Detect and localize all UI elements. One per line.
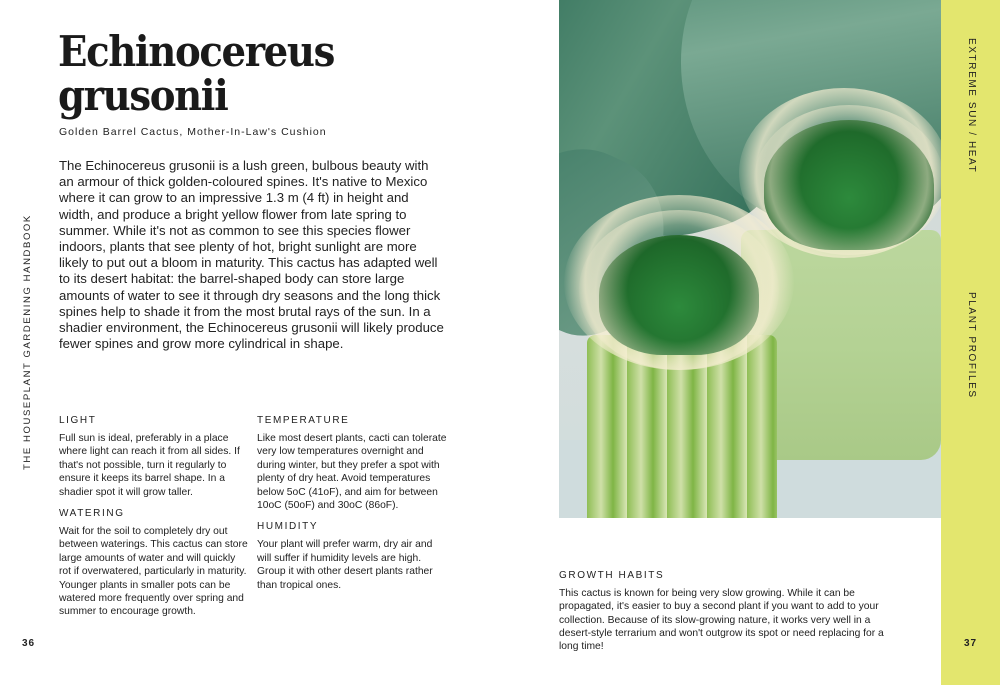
tab-label-category: EXTREME SUN / HEAT — [966, 38, 977, 174]
growth-habits-body: This cactus is known for being very slow growing. While it can be propagated, it's easier to buy a second plant if you want to add to your collection. Because of its slow-growing nature, it works very well in a desert-style terrarium and won't outgrow its spot or need replacing for a long time! — [559, 588, 884, 653]
light-body: Full sun is ideal, preferably in a place where light can reach it from all sides. If that's not possible, turn it regularly to ensure it keeps its barrel shape. In a shadier spot it will grow taller. — [59, 433, 240, 498]
page-number-right: 37 — [964, 638, 978, 649]
temperature-heading: TEMPERATURE — [257, 415, 350, 426]
title-line-2: grusonii — [58, 71, 228, 120]
tab-label-section: PLANT PROFILES — [966, 292, 977, 399]
small-cactus-spines-front — [579, 210, 779, 370]
watering-body: Wait for the soil to completely dry out between waterings. This cactus can store large amounts of water and will quickly rot if overwatered, particularly in maturity. Younger plants in smaller pots can be watered more frequently over spring and summer to encourage growth. — [59, 526, 248, 618]
growth-habits-section — [559, 569, 889, 661]
page-title — [58, 27, 334, 120]
title-line-1: Echinocereus — [58, 27, 334, 76]
intro-paragraph: The Echinocereus grusonii is a lush green, bulbous beauty with an armour of thick golden-coloured spines. It's native to Mexico where it can grow to an impressive 1.3 m (4 ft) in height and width, and produce a bright yellow flower from late spring to summer. While it's not as common to see this species flower indoors, plants that see plenty of hot, bright sunlight are more likely to put out a bloom in maturity. This cactus has adapted well to its desert habitat: the barrel-shaped body can store large amounts of water to see it through dry seasons and the long thick spines help to shade it from the most brutal rays of the sun. In a shadier environment, the Echinocereus grusonii will likely produce fewer spines and grow more cylindrical in shape. — [59, 158, 444, 352]
temperature-body: Like most desert plants, cacti can tolerate very low temperatures overnight and during winter, but they prefer a spot with plenty of dry heat. Avoid temperatures below 5oC (41oF), and aim for between 10oC (50oF) and 30oC (86oF). — [257, 433, 447, 512]
chapter-side-tab — [941, 0, 1000, 685]
running-head: THE HOUSEPLANT GARDENING HANDBOOK — [22, 214, 33, 470]
care-column-right — [257, 414, 447, 600]
watering-heading: WATERING — [59, 508, 125, 520]
cactus-photo — [559, 0, 941, 518]
common-names: Golden Barrel Cactus, Mother-In-Law's Cushion — [59, 126, 327, 138]
humidity-heading: HUMIDITY — [257, 521, 319, 533]
growth-habits-heading: GROWTH HABITS — [559, 570, 665, 581]
large-cactus-spines-front — [754, 105, 941, 255]
care-column-left — [59, 414, 249, 627]
light-heading: LIGHT — [59, 415, 97, 426]
page-number-left: 36 — [22, 638, 36, 649]
humidity-body: Your plant will prefer warm, dry air and will suffer if humidity levels are high. Group it with other desert plants rather than tropical ones. — [257, 539, 433, 591]
